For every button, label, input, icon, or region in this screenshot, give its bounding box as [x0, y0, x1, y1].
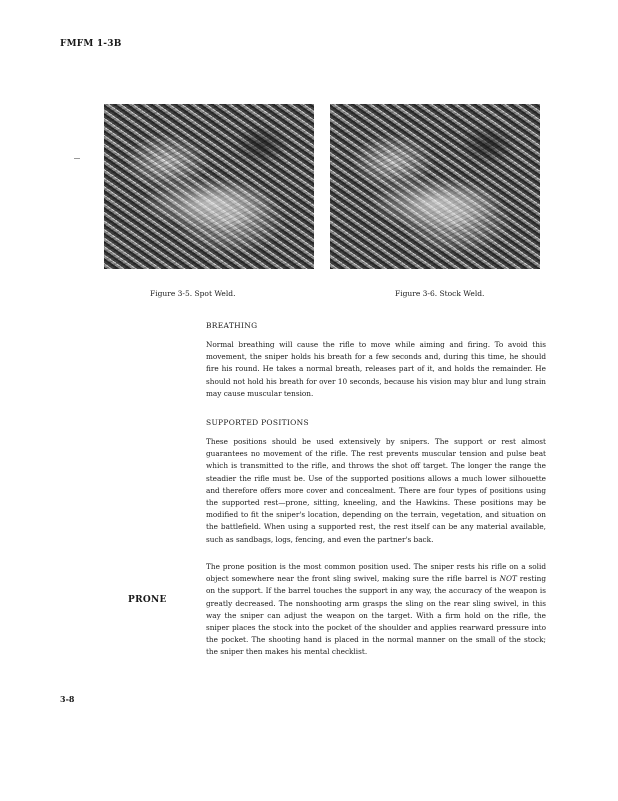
page-number: 3-8 [60, 694, 75, 704]
section-heading-supported-positions: SUPPORTED POSITIONS [206, 418, 309, 427]
prone-text-emphasis: NOT [499, 574, 517, 584]
section-heading-prone: PRONE [128, 595, 167, 605]
paragraph-prone [206, 561, 546, 659]
margin-mark [74, 158, 80, 159]
paragraph-supported-positions: These positions should be used extensively by snipers. The support or rest almost guarantees no movement of the rifle. The rest prevents muscular tension and pulse beat which is transmitted to the rifle, and throws the shot off target. The longer the range the steadier the rifle must be. Use of the supported positions allows a much lower silhouette and therefore offers more cover and concealment. There are four types of positions using the supported rest—prone, sitting, kneeling, and the Hawkins. These positions may be modified to fit the sniper's location, depending on the terrain, vegetation, and situation on the battlefield. When using a supported rest, the rest itself can be any material available, such as sandbags, logs, fencing, and even the partner's back. [206, 437, 546, 544]
figure-spot-weld-photo [104, 104, 314, 269]
prone-text-part-2: resting on the support. If the barrel touches the support in any way, the accuracy of the weapon is greatly decreased. The nonshooting arm grasps the sling on the rear sling swivel, in this way the sniper can adjust the weapon on the target. With a firm hold on the rifle, the sniper places the stock into the pocket of the shoulder and applies rearward pressure into the pocket. The shooting hand is placed in the normal manner on the small of the stock; the sniper then makes his mental checklist. [206, 574, 546, 657]
paragraph-breathing: Normal breathing will cause the rifle to move while aiming and firing. To avoid this movement, the sniper holds his breath for a few seconds and, during this time, he should fire his round. He takes a normal breath, releases part of it, and holds the remainder. He should not hold his breath for over 10 seconds, because his vision may blur and lung strain may cause muscular tension. [206, 340, 546, 398]
document-header: FMFM 1-3B [60, 39, 122, 49]
section-heading-breathing: BREATHING [206, 321, 258, 330]
figure-caption-stock-weld: Figure 3-6. Stock Weld. [395, 289, 485, 298]
prone-text-part-1: The prone position is the most common position used. The sniper rests his rifle on a solid object somewhere near the front sling swivel, making sure the rifle barrel is [206, 562, 546, 584]
figure-stock-weld-photo [330, 104, 540, 269]
figure-caption-spot-weld: Figure 3-5. Spot Weld. [150, 289, 236, 298]
